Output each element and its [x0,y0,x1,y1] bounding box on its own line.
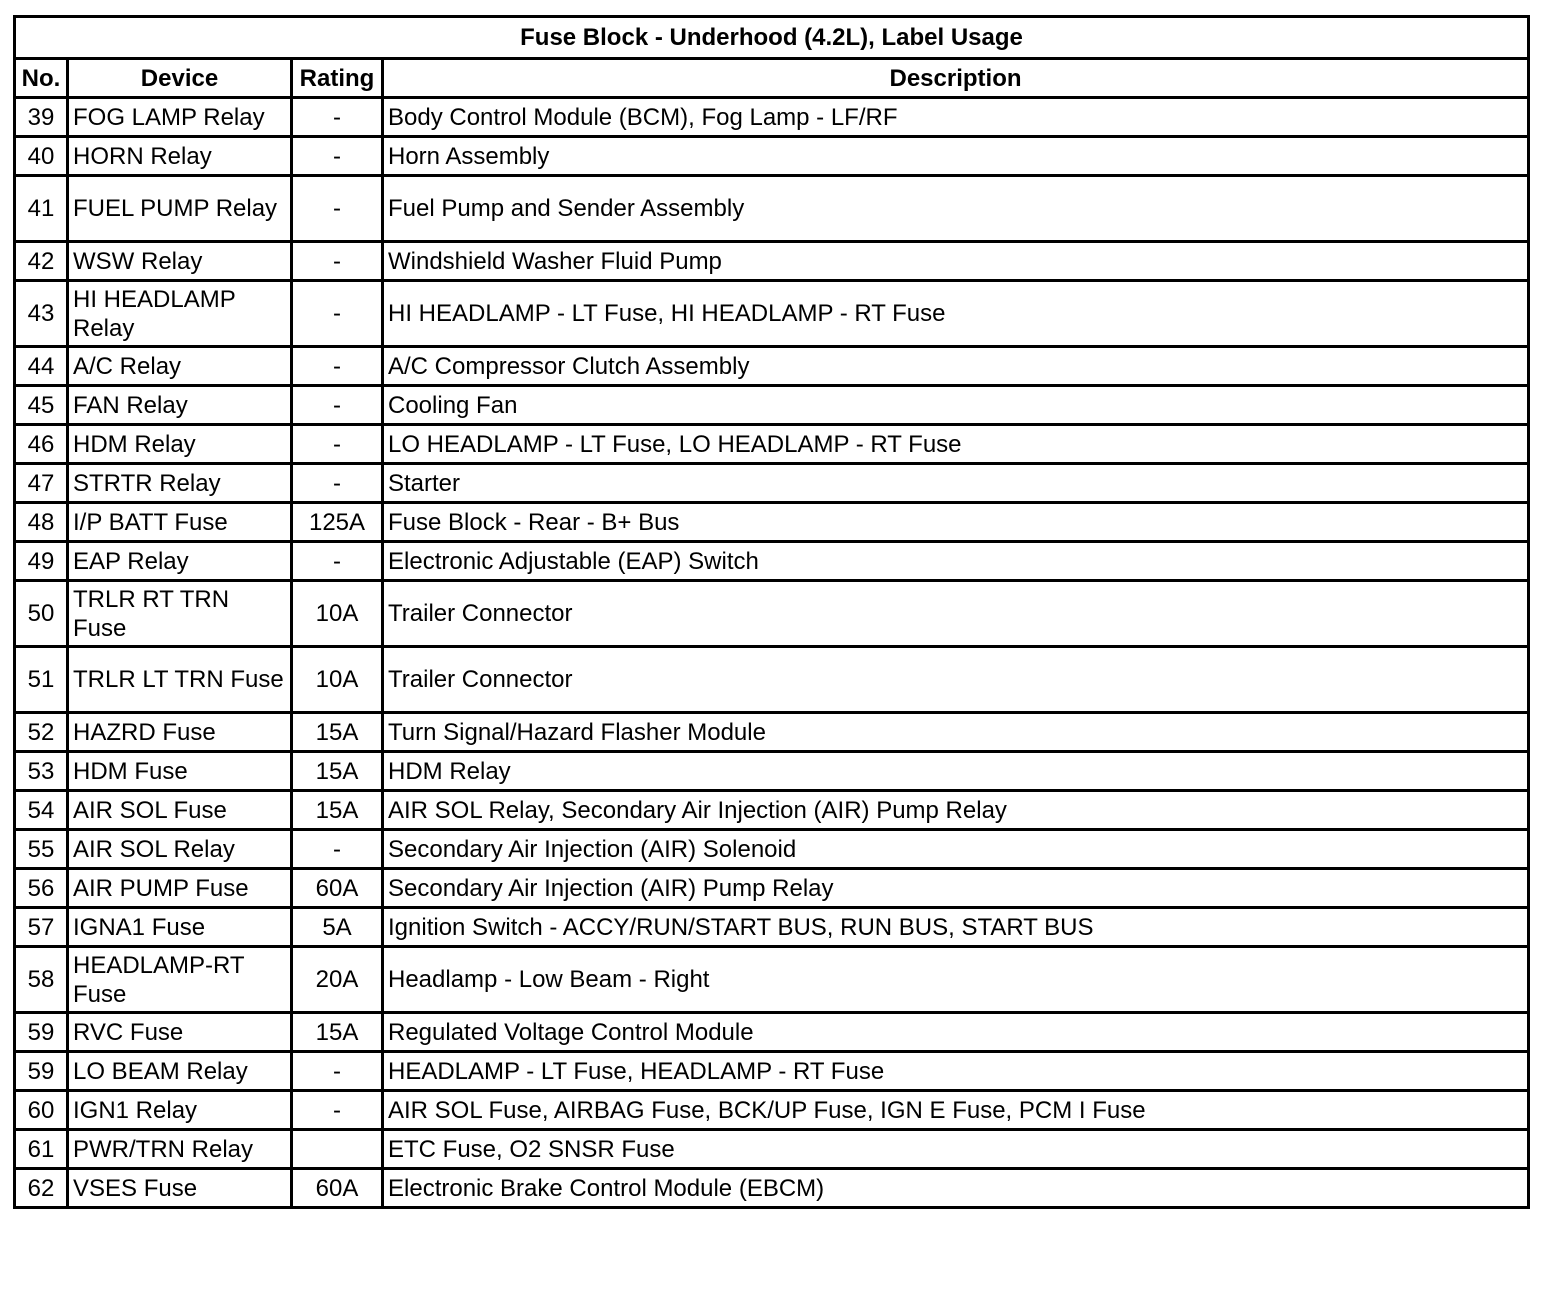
no-cell: 44 [15,347,68,386]
table-row [15,581,1529,647]
table-row [15,347,1529,386]
description-cell: A/C Compressor Clutch Assembly [383,347,1529,386]
device-cell: A/C Relay [68,347,292,386]
device-cell: HAZRD Fuse [68,713,292,752]
table-row [15,425,1529,464]
table-row [15,713,1529,752]
rating-cell: 15A [292,713,383,752]
rating-cell [292,1130,383,1169]
no-cell: 42 [15,242,68,281]
description-cell: AIR SOL Fuse, AIRBAG Fuse, BCK/UP Fuse, IGN E Fuse, PCM I Fuse [383,1091,1529,1130]
no-cell: 39 [15,98,68,137]
description-cell: Headlamp - Low Beam - Right [383,947,1529,1013]
description-cell: Secondary Air Injection (AIR) Pump Relay [383,869,1529,908]
no-cell: 51 [15,647,68,713]
device-cell: EAP Relay [68,542,292,581]
rating-cell: - [292,242,383,281]
rating-cell: 125A [292,503,383,542]
no-cell: 59 [15,1052,68,1091]
table-row [15,542,1529,581]
no-cell: 62 [15,1169,68,1208]
column-header-no: No. [15,59,68,98]
device-cell: I/P BATT Fuse [68,503,292,542]
description-cell: Ignition Switch - ACCY/RUN/START BUS, RUN BUS, START BUS [383,908,1529,947]
fuse-usage-table [13,15,1530,1209]
description-cell: ETC Fuse, O2 SNSR Fuse [383,1130,1529,1169]
table-row [15,281,1529,347]
rating-cell: - [292,176,383,242]
description-cell: Trailer Connector [383,581,1529,647]
device-cell: HDM Relay [68,425,292,464]
rating-cell: - [292,281,383,347]
table-row [15,791,1529,830]
no-cell: 54 [15,791,68,830]
device-cell: AIR PUMP Fuse [68,869,292,908]
table-row [15,830,1529,869]
no-cell: 46 [15,425,68,464]
description-cell: Starter [383,464,1529,503]
table-row [15,1169,1529,1208]
device-cell: RVC Fuse [68,1013,292,1052]
rating-cell: 10A [292,581,383,647]
table-body [15,98,1529,1208]
table-row [15,464,1529,503]
table-row [15,908,1529,947]
description-cell: Secondary Air Injection (AIR) Solenoid [383,830,1529,869]
no-cell: 60 [15,1091,68,1130]
no-cell: 59 [15,1013,68,1052]
device-cell: FAN Relay [68,386,292,425]
table-row [15,1130,1529,1169]
table-row [15,98,1529,137]
rating-cell: - [292,425,383,464]
table-row [15,947,1529,1013]
no-cell: 57 [15,908,68,947]
no-cell: 53 [15,752,68,791]
rating-cell: 60A [292,1169,383,1208]
description-cell: Windshield Washer Fluid Pump [383,242,1529,281]
no-cell: 52 [15,713,68,752]
no-cell: 61 [15,1130,68,1169]
device-cell: FOG LAMP Relay [68,98,292,137]
device-cell: AIR SOL Fuse [68,791,292,830]
rating-cell: 60A [292,869,383,908]
description-cell: Body Control Module (BCM), Fog Lamp - LF/RF [383,98,1529,137]
table-row [15,1052,1529,1091]
column-header-description: Description [383,59,1529,98]
no-cell: 41 [15,176,68,242]
rating-cell: - [292,98,383,137]
table-row [15,647,1529,713]
description-cell: LO HEADLAMP - LT Fuse, LO HEADLAMP - RT Fuse [383,425,1529,464]
table-row [15,1091,1529,1130]
device-cell: LO BEAM Relay [68,1052,292,1091]
device-cell: WSW Relay [68,242,292,281]
table-title-row [15,17,1529,59]
column-header-rating: Rating [292,59,383,98]
device-cell: HDM Fuse [68,752,292,791]
table-row [15,1013,1529,1052]
device-cell: PWR/TRN Relay [68,1130,292,1169]
rating-cell: - [292,464,383,503]
no-cell: 58 [15,947,68,1013]
rating-cell: 5A [292,908,383,947]
table-row [15,752,1529,791]
rating-cell: 15A [292,752,383,791]
rating-cell: 15A [292,791,383,830]
no-cell: 50 [15,581,68,647]
description-cell: Horn Assembly [383,137,1529,176]
no-cell: 56 [15,869,68,908]
rating-cell: - [292,386,383,425]
no-cell: 43 [15,281,68,347]
description-cell: HI HEADLAMP - LT Fuse, HI HEADLAMP - RT Fuse [383,281,1529,347]
description-cell: Regulated Voltage Control Module [383,1013,1529,1052]
device-cell: HEADLAMP-RT Fuse [68,947,292,1013]
table-row [15,242,1529,281]
no-cell: 45 [15,386,68,425]
rating-cell: - [292,137,383,176]
description-cell: HDM Relay [383,752,1529,791]
table-header-row [15,59,1529,98]
table-title: Fuse Block - Underhood (4.2L), Label Usage [15,17,1529,59]
description-cell: Trailer Connector [383,647,1529,713]
rating-cell: - [292,830,383,869]
description-cell: AIR SOL Relay, Secondary Air Injection (AIR) Pump Relay [383,791,1529,830]
device-cell: IGNA1 Fuse [68,908,292,947]
rating-cell: - [292,542,383,581]
no-cell: 47 [15,464,68,503]
table-row [15,386,1529,425]
no-cell: 55 [15,830,68,869]
description-cell: Turn Signal/Hazard Flasher Module [383,713,1529,752]
rating-cell: - [292,1091,383,1130]
device-cell: HI HEADLAMP Relay [68,281,292,347]
table-row [15,176,1529,242]
description-cell: HEADLAMP - LT Fuse, HEADLAMP - RT Fuse [383,1052,1529,1091]
no-cell: 40 [15,137,68,176]
rating-cell: 15A [292,1013,383,1052]
description-cell: Electronic Brake Control Module (EBCM) [383,1169,1529,1208]
no-cell: 48 [15,503,68,542]
column-header-device: Device [68,59,292,98]
device-cell: AIR SOL Relay [68,830,292,869]
device-cell: HORN Relay [68,137,292,176]
description-cell: Fuse Block - Rear - B+ Bus [383,503,1529,542]
device-cell: TRLR RT TRN Fuse [68,581,292,647]
description-cell: Electronic Adjustable (EAP) Switch [383,542,1529,581]
device-cell: VSES Fuse [68,1169,292,1208]
rating-cell: 10A [292,647,383,713]
no-cell: 49 [15,542,68,581]
rating-cell: - [292,1052,383,1091]
table-row [15,137,1529,176]
table-row [15,503,1529,542]
device-cell: STRTR Relay [68,464,292,503]
description-cell: Cooling Fan [383,386,1529,425]
device-cell: FUEL PUMP Relay [68,176,292,242]
rating-cell: 20A [292,947,383,1013]
device-cell: IGN1 Relay [68,1091,292,1130]
description-cell: Fuel Pump and Sender Assembly [383,176,1529,242]
table-row [15,869,1529,908]
device-cell: TRLR LT TRN Fuse [68,647,292,713]
rating-cell: - [292,347,383,386]
